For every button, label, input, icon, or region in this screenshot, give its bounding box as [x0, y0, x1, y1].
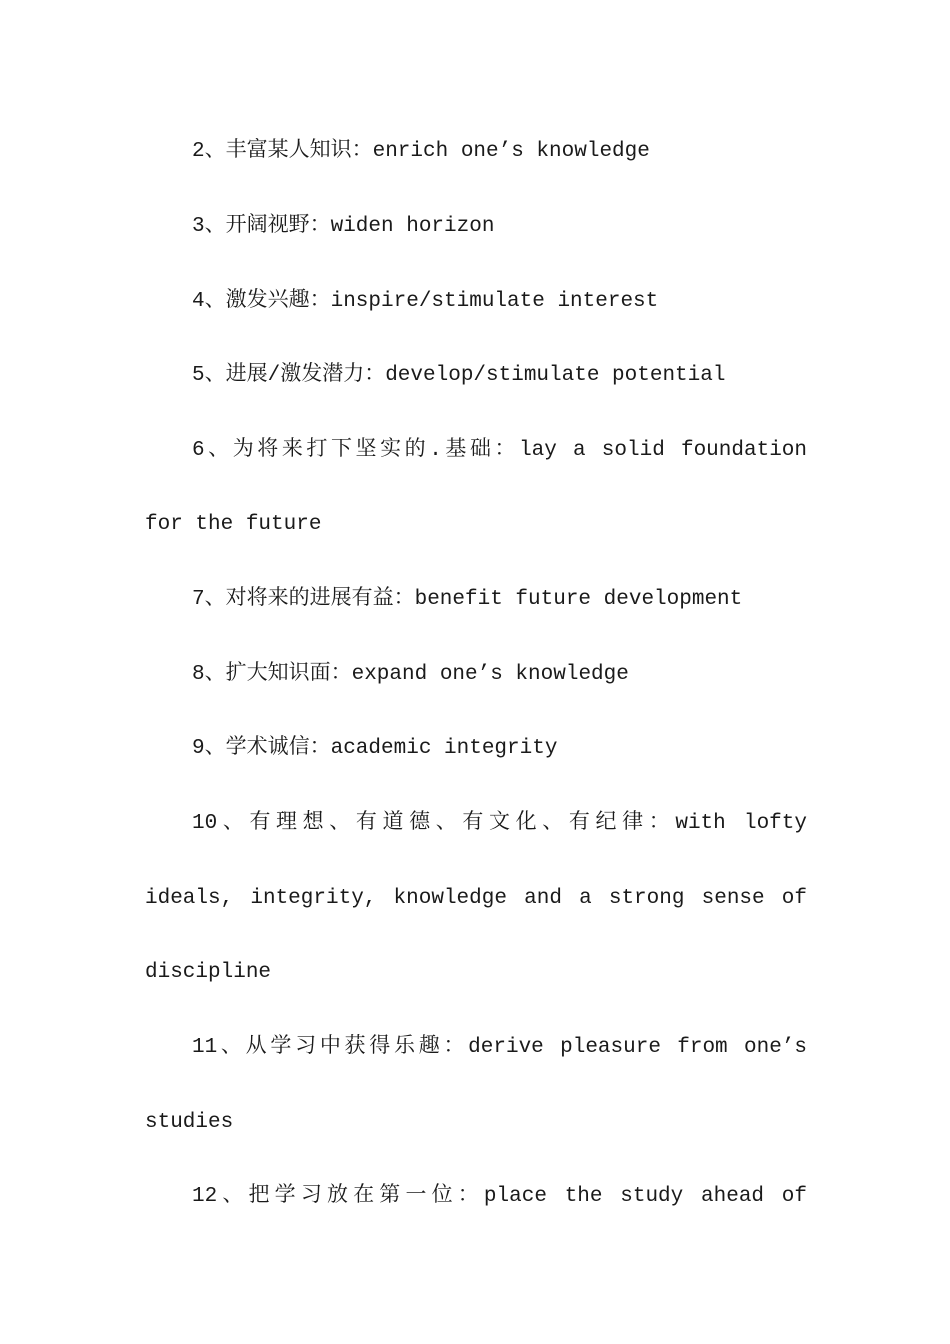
- list-item-7: 7、对将来的进展有益：benefit future development: [192, 588, 743, 611]
- list-item-8: 8、扩大知识面：expand one’s knowledge: [192, 663, 629, 686]
- list-item-6-continuation: for the future: [145, 513, 322, 536]
- list-item-12: 12、把学习放在第一位：place the study ahead of: [192, 1185, 807, 1208]
- list-item-3: 3、开阔视野：widen horizon: [192, 215, 495, 238]
- list-item-10: 10、有理想、有道德、有文化、有纪律：with lofty: [192, 812, 807, 835]
- list-item-6: 6、为将来打下坚实的.基础：lay a solid foundation: [192, 439, 807, 462]
- list-item-4: 4、激发兴趣：inspire/stimulate interest: [192, 290, 659, 313]
- list-item-10-continuation-2: discipline: [145, 961, 272, 984]
- list-item-2: 2、丰富某人知识：enrich one’s knowledge: [192, 140, 650, 163]
- list-item-5: 5、进展/激发潜力：develop/stimulate potential: [192, 364, 726, 387]
- list-item-9: 9、学术诚信：academic integrity: [192, 737, 558, 760]
- list-item-10-continuation-1: ideals, integrity, knowledge and a strong sense of: [145, 887, 807, 910]
- list-item-11-continuation: studies: [145, 1111, 234, 1134]
- list-item-11: 11、从学习中获得乐趣：derive pleasure from one’s: [192, 1036, 807, 1059]
